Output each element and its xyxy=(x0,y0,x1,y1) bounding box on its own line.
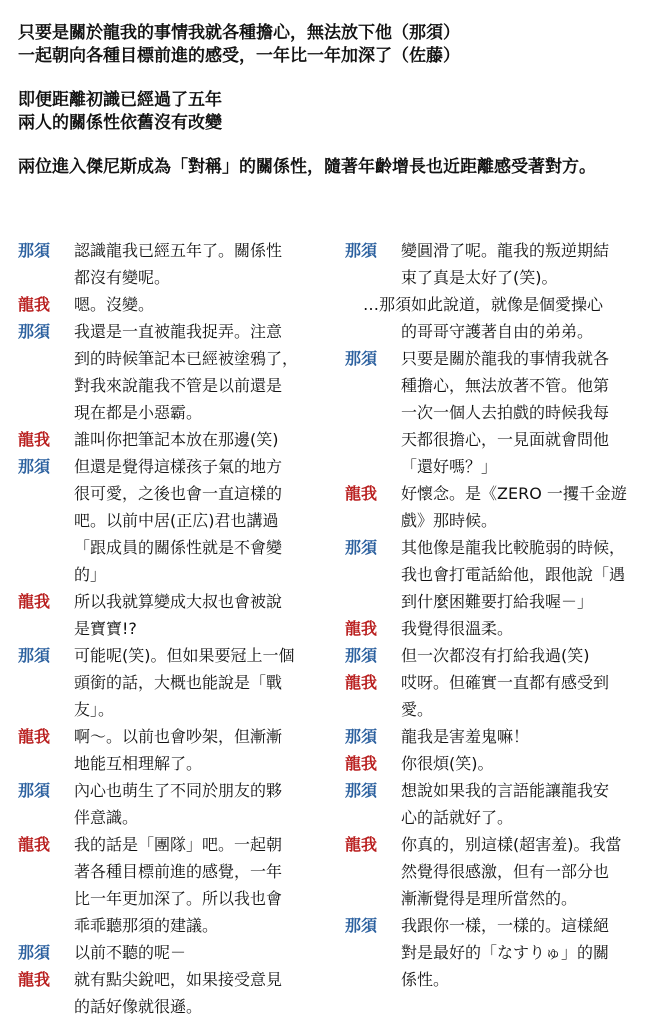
speaker-name-ryuga: 龍我 xyxy=(18,970,51,989)
dialogue-entry xyxy=(18,291,318,318)
intro-block-quotes xyxy=(18,22,648,68)
dialogue-line: 一次一個人去拍戲的時候我每 xyxy=(401,403,610,422)
dialogue-line: 哎呀。但確實一直都有感受到 xyxy=(401,673,610,692)
dialogue-text xyxy=(401,831,650,912)
dialogue-line: 誰叫你把筆記本放在那邊(笑) xyxy=(74,430,279,449)
dialogue-line: 認識龍我已經五年了。關係性 xyxy=(74,241,283,260)
intro-block-years xyxy=(18,89,648,135)
dialogue-text xyxy=(401,912,650,993)
dialogue-entry xyxy=(18,642,318,723)
dialogue-line: 種擔心，無法放著不管。他第 xyxy=(401,376,610,395)
dialogue-line: 變圓滑了呢。龍我的叛逆期結 xyxy=(401,241,610,260)
dialogue-line: 戲》那時候。 xyxy=(401,511,498,530)
dialogue-line: 心的話就好了。 xyxy=(401,808,514,827)
dialogue-line: 很可愛，之後也會一直這樣的 xyxy=(74,484,283,503)
dialogue-text xyxy=(401,750,650,777)
speaker-name-ryuga: 龍我 xyxy=(18,835,51,854)
speaker-name-nasu: 那須 xyxy=(345,538,378,557)
dialogue-text xyxy=(401,480,650,534)
dialogue-line: 你很煩(笑)。 xyxy=(401,754,494,773)
dialogue-text xyxy=(401,642,650,669)
dialogue-line: 只要是關於龍我的事情我就各 xyxy=(401,349,610,368)
dialogue-text xyxy=(74,318,318,426)
speaker-name-ryuga: 龍我 xyxy=(345,484,378,503)
dialogue-text xyxy=(401,777,650,831)
dialogue-entry xyxy=(345,642,650,669)
dialogue-line: 但還是覺得這樣孩子氣的地方 xyxy=(74,457,283,476)
dialogue-line: 龍我是害羞鬼嘛！ xyxy=(401,727,530,746)
intro-line: 兩位進入傑尼斯成為「對稱」的關係性，隨著年齡增長也近距離感受著對方。 xyxy=(18,157,596,177)
dialogue-line: 愛。 xyxy=(401,700,434,719)
intro-line: 一起朝向各種目標前進的感受，一年比一年加深了（佐藤） xyxy=(18,46,460,66)
dialogue-text xyxy=(401,615,650,642)
dialogue-text xyxy=(74,939,318,966)
dialogue-line: 到的時候筆記本已經被塗鴉了， xyxy=(74,349,299,368)
dialogue-line: 吧。以前中居(正広)君也講過 xyxy=(74,511,279,530)
dialogue-entry xyxy=(345,831,650,912)
dialogue-line: 的哥哥守護著自由的弟弟。 xyxy=(401,322,594,341)
dialogue-entry xyxy=(18,588,318,642)
dialogue-line: 漸漸覺得是理所當然的。 xyxy=(401,889,578,908)
dialogue-entry xyxy=(345,750,650,777)
dialogue-text xyxy=(401,345,650,480)
dialogue-line: 「跟成員的關係性就是不會變 xyxy=(74,538,283,557)
dialogue-line: 伴意識。 xyxy=(74,808,139,827)
dialogue-entry xyxy=(18,966,318,1020)
dialogue-line: 好懷念。是《ZERO 一攫千金遊 xyxy=(401,484,627,503)
dialogue-line: 想說如果我的言語能讓龍我安 xyxy=(401,781,610,800)
speaker-name-nasu: 那須 xyxy=(18,646,51,665)
dialogue-line: 嗯。沒變。 xyxy=(74,295,155,314)
dialogue-line: 的話好像就很遜。 xyxy=(74,997,203,1016)
intro-line: 只要是關於龍我的事情我就各種擔心，無法放下他（那須） xyxy=(18,23,460,43)
dialogue-line: 天都很擔心，一見面就會問他 xyxy=(401,430,610,449)
speaker-name-ryuga: 龍我 xyxy=(345,835,378,854)
speaker-name-nasu: 那須 xyxy=(345,916,378,935)
narration-entry xyxy=(345,291,650,345)
dialogue-entry xyxy=(18,318,318,426)
speaker-name-nasu: 那須 xyxy=(345,349,378,368)
dialogue-text xyxy=(74,777,318,831)
dialogue-line: 然覺得很感激，但有一部分也 xyxy=(401,862,610,881)
dialogue-entry xyxy=(18,426,318,453)
intro-line: 即便距離初識已經過了五年 xyxy=(18,90,222,110)
dialogue-entry xyxy=(345,345,650,480)
dialogue-text xyxy=(345,291,650,345)
dialogue-text xyxy=(74,723,318,777)
speaker-name-nasu: 那須 xyxy=(345,781,378,800)
speaker-name-ryuga: 龍我 xyxy=(18,592,51,611)
speaker-name-ryuga: 龍我 xyxy=(18,727,51,746)
dialogue-line: 到什麼困難要打給我喔－」 xyxy=(401,592,594,611)
speaker-name-ryuga: 龍我 xyxy=(18,430,51,449)
speaker-name-nasu: 那須 xyxy=(18,241,51,260)
dialogue-line: 我覺得很溫柔。 xyxy=(401,619,514,638)
dialogue-text xyxy=(74,588,318,642)
dialogue-entry xyxy=(345,669,650,723)
dialogue-entry xyxy=(345,615,650,642)
dialogue-text xyxy=(401,534,650,615)
dialogue-line: 係性。 xyxy=(401,970,450,989)
speaker-name-ryuga: 龍我 xyxy=(345,754,378,773)
dialogue-line: 對是最好的「なすりゅ」的關 xyxy=(401,943,610,962)
intro-block-lead xyxy=(18,156,648,179)
intro-line: 兩人的關係性依舊沒有改變 xyxy=(18,113,222,133)
dialogue-line: 我的話是「團隊」吧。一起朝 xyxy=(74,835,283,854)
dialogue-line: 但一次都沒有打給我過(笑) xyxy=(401,646,590,665)
dialogue-line: …那須如此說道，就像是個愛操心 xyxy=(363,295,604,314)
dialogue-entry xyxy=(18,723,318,777)
dialogue-text xyxy=(401,723,650,750)
speaker-name-nasu: 那須 xyxy=(345,727,378,746)
intro-summary xyxy=(18,22,648,179)
dialogue-line: 「還好嗎？」 xyxy=(401,457,498,476)
dialogue-line: 的」 xyxy=(74,565,107,584)
speaker-name-nasu: 那須 xyxy=(18,781,51,800)
dialogue-entry xyxy=(18,453,318,588)
dialogue-line: 啊～。以前也會吵架，但漸漸 xyxy=(74,727,283,746)
dialogue-line: 比一年更加深了。所以我也會 xyxy=(74,889,283,908)
dialogue-entry xyxy=(345,237,650,291)
dialogue-entry xyxy=(18,237,318,291)
dialogue-line: 友」。 xyxy=(74,700,115,719)
dialogue-entry xyxy=(345,534,650,615)
dialogue-line: 是寶寶!? xyxy=(74,619,137,638)
dialogue-text xyxy=(74,831,318,939)
dialogue-text xyxy=(401,237,650,291)
dialogue-entry xyxy=(18,777,318,831)
dialogue-column-left xyxy=(18,237,318,1020)
dialogue-text xyxy=(74,426,318,453)
dialogue-entry xyxy=(18,939,318,966)
dialogue-line: 所以我就算變成大叔也會被說 xyxy=(74,592,283,611)
dialogue-line: 都沒有變呢。 xyxy=(74,268,171,287)
speaker-name-ryuga: 龍我 xyxy=(345,619,378,638)
dialogue-line: 以前不聽的呢－ xyxy=(74,943,187,962)
dialogue-line: 我也會打電話給他，跟他說「遇 xyxy=(401,565,626,584)
dialogue-text xyxy=(74,966,318,1020)
dialogue-line: 就有點尖銳吧，如果接受意見 xyxy=(74,970,283,989)
dialogue-column-right xyxy=(345,237,650,993)
dialogue-line: 地能互相理解了。 xyxy=(74,754,203,773)
speaker-name-ryuga: 龍我 xyxy=(18,295,51,314)
speaker-name-nasu: 那須 xyxy=(18,457,51,476)
dialogue-line: 現在都是小惡霸。 xyxy=(74,403,203,422)
dialogue-text xyxy=(74,291,318,318)
dialogue-line: 我還是一直被龍我捉弄。注意 xyxy=(74,322,283,341)
dialogue-line: 可能呢(笑)。但如果要冠上一個 xyxy=(74,646,295,665)
dialogue-line: 頭銜的話，大概也能說是「戰 xyxy=(74,673,283,692)
dialogue-line: 內心也萌生了不同於朋友的夥 xyxy=(74,781,283,800)
speaker-name-nasu: 那須 xyxy=(345,646,378,665)
dialogue-line: 我跟你一樣，一樣的。這樣絕 xyxy=(401,916,610,935)
dialogue-entry xyxy=(345,480,650,534)
dialogue-entry xyxy=(345,723,650,750)
dialogue-text xyxy=(74,453,318,588)
speaker-name-nasu: 那須 xyxy=(18,322,51,341)
dialogue-line: 你真的，别這樣(超害羞)。我當 xyxy=(401,835,622,854)
dialogue-line: 著各種目標前進的感覺，一年 xyxy=(74,862,283,881)
speaker-name-nasu: 那須 xyxy=(18,943,51,962)
dialogue-line: 其他像是龍我比較脆弱的時候， xyxy=(401,538,626,557)
speaker-name-ryuga: 龍我 xyxy=(345,673,378,692)
dialogue-text xyxy=(74,237,318,291)
dialogue-entry xyxy=(345,777,650,831)
speaker-name-nasu: 那須 xyxy=(345,241,378,260)
dialogue-line: 束了真是太好了(笑)。 xyxy=(401,268,558,287)
dialogue-text xyxy=(401,669,650,723)
dialogue-text xyxy=(74,642,318,723)
dialogue-line: 對我來說龍我不管是以前還是 xyxy=(74,376,283,395)
dialogue-entry xyxy=(345,912,650,993)
dialogue-entry xyxy=(18,831,318,939)
dialogue-line: 乖乖聽那須的建議。 xyxy=(74,916,219,935)
